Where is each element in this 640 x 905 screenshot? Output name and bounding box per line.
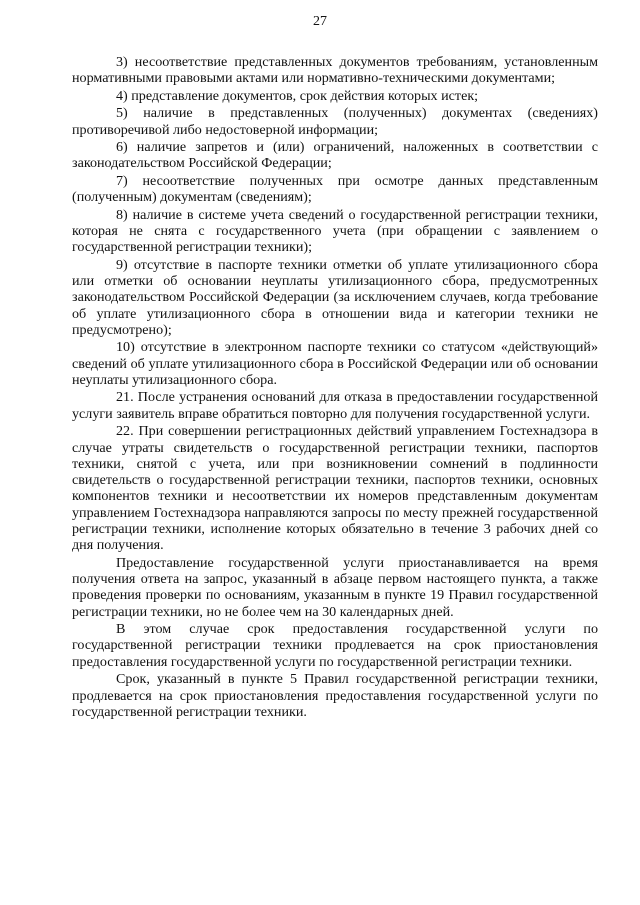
paragraph-item-3: 3) несоответствие представленных документов требованиям, установленным нормативными правовыми актами или нормативно-техническими документами; <box>72 54 598 87</box>
paragraph-item-9: 9) отсутствие в паспорте техники отметки об уплате утилизационного сбора или отметки об основании неуплаты утилизационного сбора, предусмотренных законодательством Российской Федерации (за исключением случаев, когда требование об уплате утилизационного сбора в отношении вида и категории техники не предусмотрено); <box>72 256 598 338</box>
paragraph-extension: В этом случае срок предоставления государственной услуги по государственной регистрации техники продлевается на срок приостановления предоставления государственной услуги по государственной регистрации техники. <box>72 621 598 670</box>
paragraph-clause-22: 22. При совершении регистрационных действий управлением Гостехнадзора в случае утраты свидетельств о государственной регистрации техники, паспортов техники, снятой с учета, или при возникновении сомнений в подлинности свидетельств о государственной регистрации техники, паспортов техники, основных компонентов техники и несоответствии их номеров представленным документам управлением Гостехнадзора направляются запросы по месту прежней государственной регистрации техники, исполнение которых обязательно в течение 3 рабочих дней со дня получения. <box>72 423 598 554</box>
page-number: 27 <box>313 14 327 29</box>
paragraph-item-4: 4) представление документов, срок действия которых истек; <box>116 87 479 104</box>
paragraph-item-8: 8) наличие в системе учета сведений о государственной регистрации техники, которая не снята с государственного учета (при обращении с заявлением о государственной регистрации техники); <box>72 206 598 256</box>
paragraph-item-5: 5) наличие в представленных (полученных) документах (сведениях) противоречивой либо недостоверной информации; <box>72 105 598 138</box>
paragraph-clause-21: 21. После устранения оснований для отказа в предоставлении государственной услуги заявитель вправе обратиться повторно для получения государственной услуги. <box>72 389 598 422</box>
paragraph-item-7: 7) несоответствие полученных при осмотре данных представленным (полученным) документам (сведениям); <box>72 172 598 206</box>
document-body <box>72 54 598 721</box>
paragraph-item-6: 6) наличие запретов и (или) ограничений, наложенных в соответствии с законодательством Российской Федерации; <box>72 139 598 172</box>
paragraph-item-10: 10) отсутствие в электронном паспорте техники со статусом «действующий» сведений об уплате утилизационного сбора в Российской Федерации или об основании неуплаты утилизационного сбора. <box>72 339 598 388</box>
paragraph-term: Срок, указанный в пункте 5 Правил государственной регистрации техники, продлевается на срок приостановления предоставления государственной услуги по государственной регистрации техники. <box>72 671 598 720</box>
paragraph-suspension: Предоставление государственной услуги приостанавливается на время получения ответа на запрос, указанный в абзаце первом настоящего пункта, а также проведения проверки по основаниям, указанным в пункте 19 Правил государственной регистрации техники, но не более чем на 30 календарных дней. <box>72 554 598 620</box>
